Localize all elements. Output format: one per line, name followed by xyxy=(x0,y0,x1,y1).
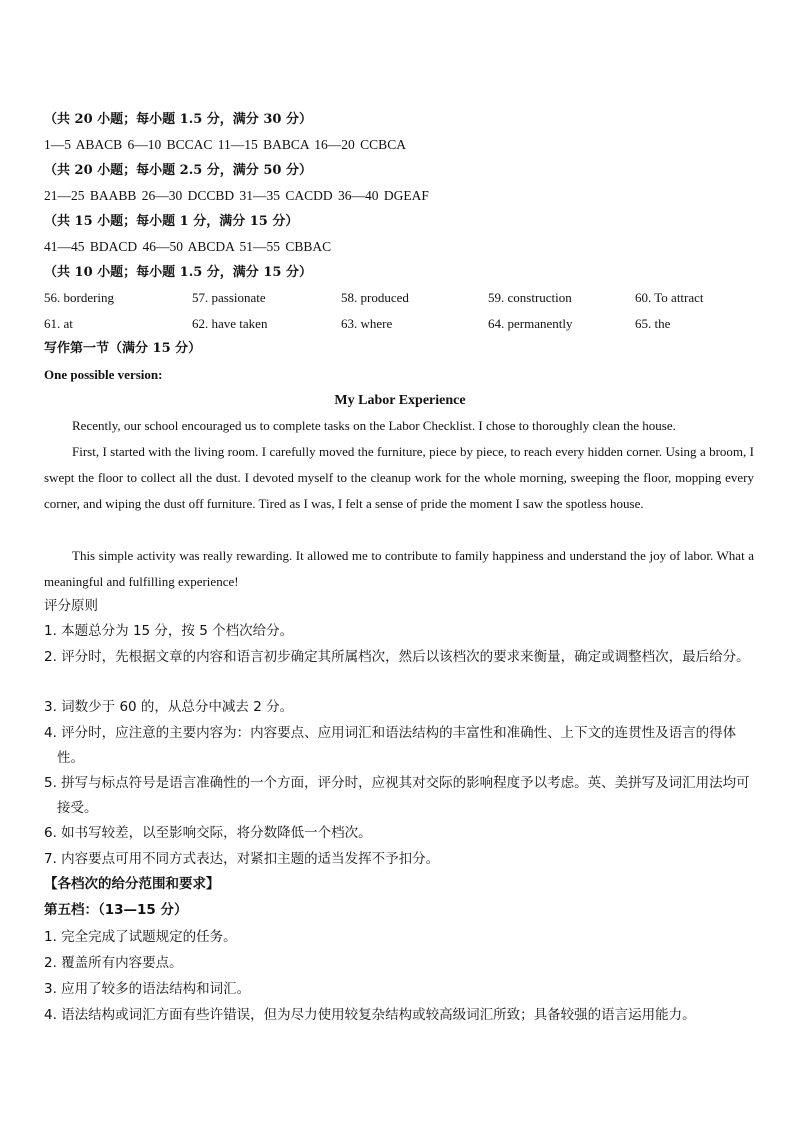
grading-rule-5: 5. 拼写与标点符号是语言准确性的一个方面，评分时，应视其对交际的影响程度予以考虑。英、美拼写及词汇用法均可接受。 xyxy=(44,775,750,816)
grammar-fill-row-1 xyxy=(44,289,744,307)
writing-section-title: 写作第一节（满分 15 分） xyxy=(44,341,202,356)
answer-61: 61. at xyxy=(44,316,73,331)
grading-title: 评分原则 xyxy=(44,598,98,614)
answer-64: 64. permanently xyxy=(488,316,573,331)
version-label: One possible version: xyxy=(44,367,163,382)
section-1-header: （共 20 小题；每小题 1.5 分，满分 30 分） xyxy=(44,112,312,127)
grading-rule-7: 7. 内容要点可用不同方式表达，对紧扣主题的适当发挥不予扣分。 xyxy=(44,851,440,867)
section-2-header: （共 20 小题；每小题 2.5 分，满分 50 分） xyxy=(44,163,312,178)
answer-59: 59. construction xyxy=(488,290,572,305)
section-3-answers: 41—45 BDACD 46—50 ABCDA 51—55 CBBAC xyxy=(44,239,332,254)
answer-62: 62. have taken xyxy=(192,316,268,331)
answer-63: 63. where xyxy=(341,316,393,331)
answer-57: 57. passionate xyxy=(192,290,266,305)
answer-60: 60. To attract xyxy=(635,290,704,305)
band-5-item-2: 2. 覆盖所有内容要点。 xyxy=(44,955,183,971)
section-2-answers: 21—25 BAABB 26—30 DCCBD 31—35 CACDD 36—40 DGEAF xyxy=(44,188,429,203)
answer-56: 56. bordering xyxy=(44,290,115,305)
section-1-answers: 1—5 ABACB 6—10 BCCAC 11—15 BABCA 16—20 CCBCA xyxy=(44,137,406,152)
essay-title: My Labor Experience xyxy=(334,393,466,408)
section-3-header: （共 15 小题；每小题 1 分，满分 15 分） xyxy=(44,214,299,229)
grading-rule-4: 4. 评分时，应注意的主要内容为：内容要点、应用词汇和语法结构的丰富性和准确性、上下文的连贯性及语言的得体性。 xyxy=(44,725,737,766)
essay-paragraph-2: First, I started with the living room. I carefully moved the furniture, piece by piece, to reach every hidden corner. Using a broom, I swept the floor to collect all the dust. I devoted myself to the cleanup work for the whole morning, sweeping the floor, mopping every corner, and wiping the dust off furniture. Tired as I was, I felt a sense of pride the moment I saw the spotless house. xyxy=(44,444,754,511)
grading-rule-1: 1. 本题总分为 15 分，按 5 个档次给分。 xyxy=(44,623,294,639)
grading-rule-6: 6. 如书写较差，以至影响交际，将分数降低一个档次。 xyxy=(44,825,372,841)
band-5-title: 第五档：（13—15 分） xyxy=(44,902,188,918)
section-4-header: （共 10 小题；每小题 1.5 分，满分 15 分） xyxy=(44,265,312,280)
answer-58: 58. produced xyxy=(341,290,409,305)
band-5-item-4: 4. 语法结构或词汇方面有些许错误，但为尽力使用较复杂结构或较高级词汇所致；具备较强的语言运用能力。 xyxy=(44,1007,696,1023)
grammar-fill-row-2 xyxy=(44,315,744,333)
grading-rule-3: 3. 词数少于 60 的，从总分中减去 2 分。 xyxy=(44,699,294,715)
essay-paragraph-1: Recently, our school encouraged us to complete tasks on the Labor Checklist. I chose to thoroughly clean the house. xyxy=(72,418,676,433)
essay-paragraph-3: This simple activity was really rewarding. It allowed me to contribute to family happiness and understand the joy of labor. What a meaningful and fulfilling experience! xyxy=(44,548,754,589)
answer-65: 65. the xyxy=(635,316,671,331)
band-5-item-1: 1. 完全完成了试题规定的任务。 xyxy=(44,929,237,945)
band-5-item-3: 3. 应用了较多的语法结构和词汇。 xyxy=(44,981,251,997)
bands-title: 【各档次的给分范围和要求】 xyxy=(44,876,220,892)
grading-rule-2: 2. 评分时，先根据文章的内容和语言初步确定其所属档次，然后以该档次的要求来衡量，确定或调整档次，最后给分。 xyxy=(44,649,750,665)
